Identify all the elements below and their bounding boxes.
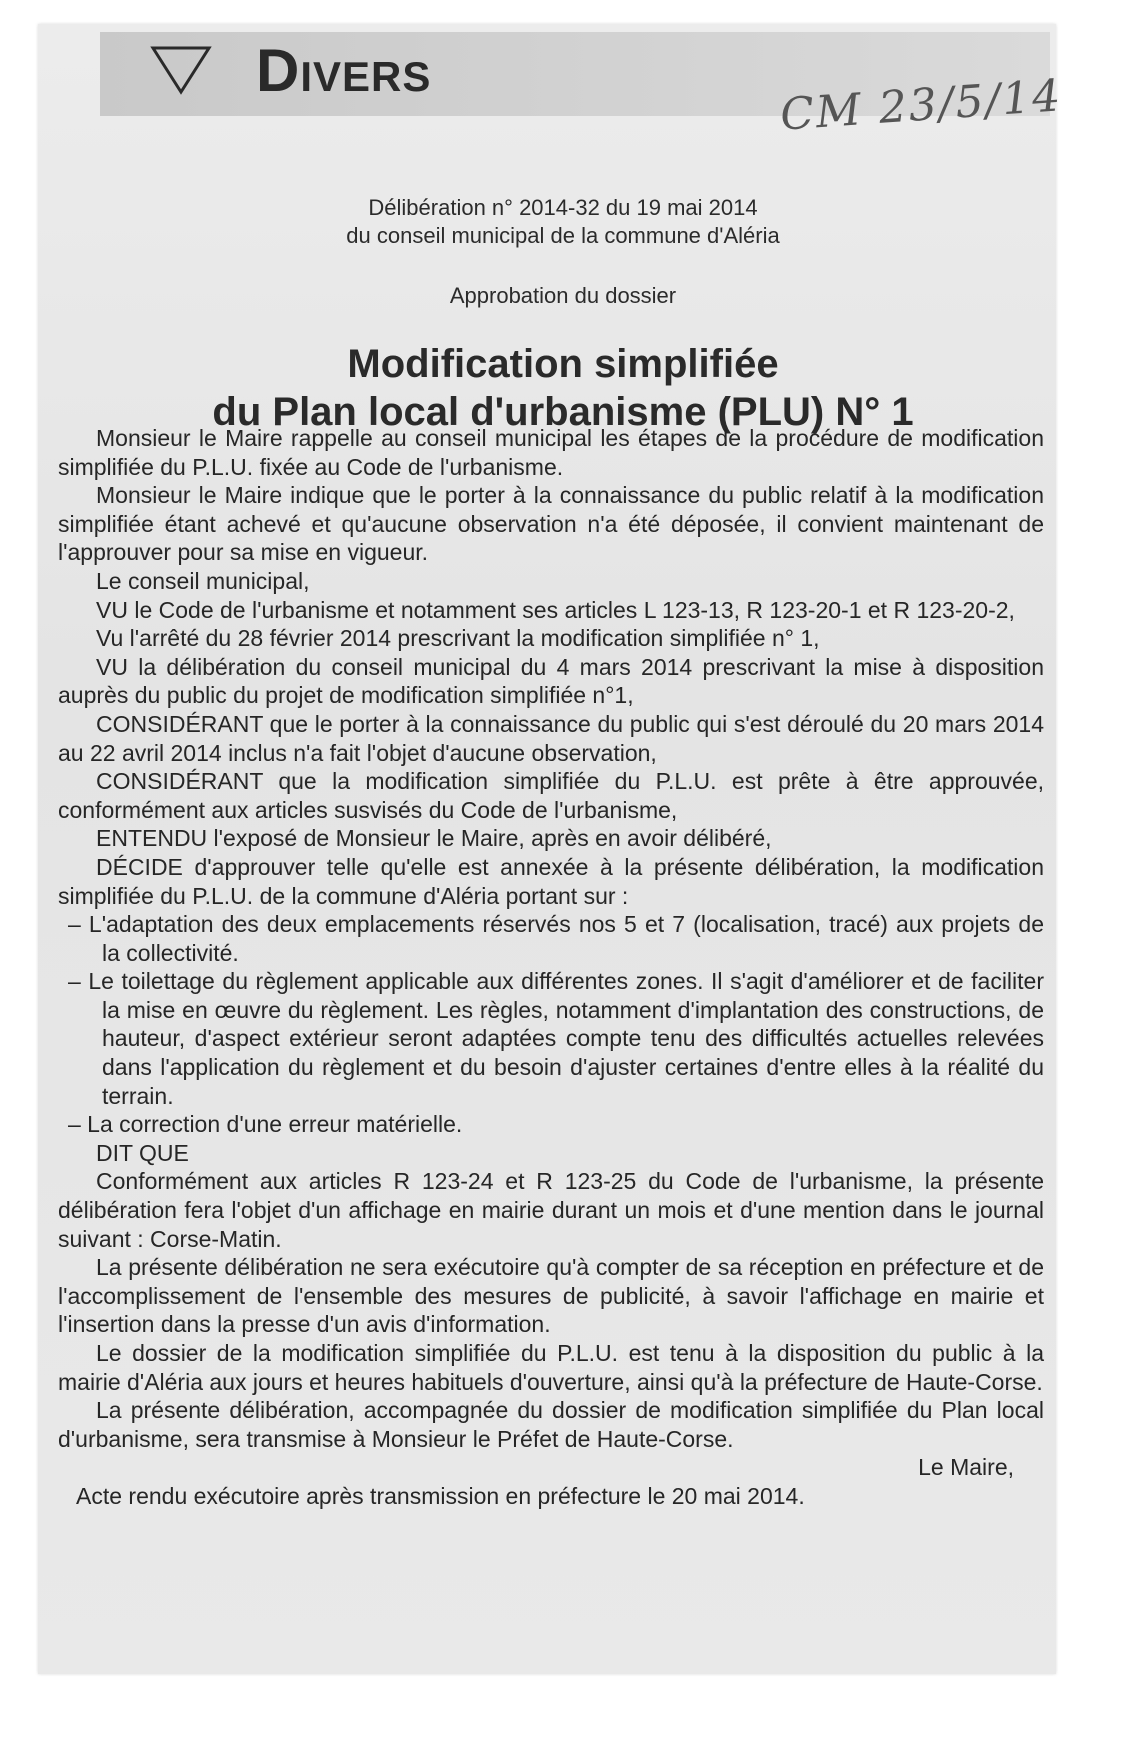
- paragraph: La présente délibération, accompagnée du dossier de modification simplifiée du Plan local d'urbanisme, sera transmise à Monsieur le Préfet de Haute-Corse.: [58, 1397, 1044, 1452]
- paragraph: Vu l'arrêté du 28 février 2014 prescrivant la modification simplifiée n° 1,: [96, 625, 820, 652]
- paragraph: DIT QUE: [96, 1139, 189, 1166]
- paragraph: CONSIDÉRANT que la modification simplifiée du P.L.U. est prête à être approuvée, conformément aux articles susvisés du Code de l'urbanisme,: [58, 768, 1044, 823]
- list-item: – La correction d'une erreur matérielle.: [68, 1111, 463, 1138]
- paragraph: Le dossier de la modification simplifiée du P.L.U. est tenu à la disposition du public à la mairie d'Aléria aux jours et heures habituels d'ouverture, ainsi qu'à la préfecture de Haute-Corse.: [58, 1340, 1044, 1395]
- paragraph: Monsieur le Maire indique que le porter à la connaissance du public relatif à la modification simplifiée étant achevé et qu'aucune observation n'a été déposée, il convient maintenant de l'approuver pour sa mise en vigueur.: [58, 482, 1044, 566]
- paragraph: Acte rendu exécutoire après transmission en préfecture le 20 mai 2014.: [76, 1482, 805, 1509]
- paragraph: CONSIDÉRANT que le porter à la connaissance du public qui s'est déroulé du 20 mars 2014 au 22 avril 2014 inclus n'a fait l'objet d'aucune observation,: [58, 710, 1044, 766]
- handwritten-note: CM 23/5/14: [778, 70, 1064, 141]
- paragraph: Monsieur le Maire rappelle au conseil municipal les étapes de la procédure de modification simplifiée du P.L.U. fixée au Code de l'urbanisme.: [58, 425, 1044, 480]
- council-name: du conseil municipal de la commune d'Aléria: [346, 223, 780, 248]
- headline-line-1: Modification simplifiée: [347, 342, 779, 386]
- paragraph: ENTENDU l'exposé de Monsieur le Maire, après en avoir délibéré,: [96, 825, 772, 852]
- list-item: – L'adaptation des deux emplacements réservés nos 5 et 7 (localisation, tracé) aux projets de la collectivité.: [68, 911, 1044, 966]
- article-body: [58, 424, 1044, 1511]
- paragraph: DÉCIDE d'approuver telle qu'elle est annexée à la présente délibération, la modification simplifiée du P.L.U. de la commune d'Aléria portant sur :: [58, 853, 1044, 909]
- deliberation-number: Délibération n° 2014-32 du 19 mai 2014: [368, 195, 758, 220]
- paragraph: Conformément aux articles R 123-24 et R 123-25 du Code de l'urbanisme, la présente délibération fera l'objet d'un affichage en mairie durant un mois et d'une mention dans le journal suivant : Corse-Matin.: [58, 1168, 1044, 1252]
- list-item: – Le toilettage du règlement applicable aux différentes zones. Il s'agit d'améliorer et de faciliter la mise en œuvre du règlement. Les règles, notamment d'implantation des constructions, de hauteur, d'aspect extérieur seront adaptées compte tenu des difficultés actuelles relevées dans l'application du règlement et du besoin d'ajuster certaines d'entre elles à la réalité du terrain.: [68, 968, 1044, 1109]
- headline-line-2: du Plan local d'urbanisme (PLU) N° 1: [212, 390, 914, 434]
- approval-label: Approbation du dossier: [449, 283, 677, 308]
- signature: Le Maire,: [918, 1454, 1014, 1481]
- paragraph: VU le Code de l'urbanisme et notamment ses articles L 123-13, R 123-20-1 et R 123-20-2,: [96, 596, 1015, 623]
- section-title: Divers: [256, 37, 432, 104]
- paragraph: VU la délibération du conseil municipal du 4 mars 2014 prescrivant la mise à disposition auprès du public du projet de modification simplifiée n°1,: [58, 653, 1044, 709]
- paragraph: Le conseil municipal,: [96, 567, 310, 594]
- paragraph: La présente délibération ne sera exécutoire qu'à compter de sa réception en préfecture et de l'accomplissement de l'ensemble des mesures de publicité, à savoir l'affichage en mairie et l'insertion dans la presse d'un avis d'information.: [58, 1254, 1044, 1338]
